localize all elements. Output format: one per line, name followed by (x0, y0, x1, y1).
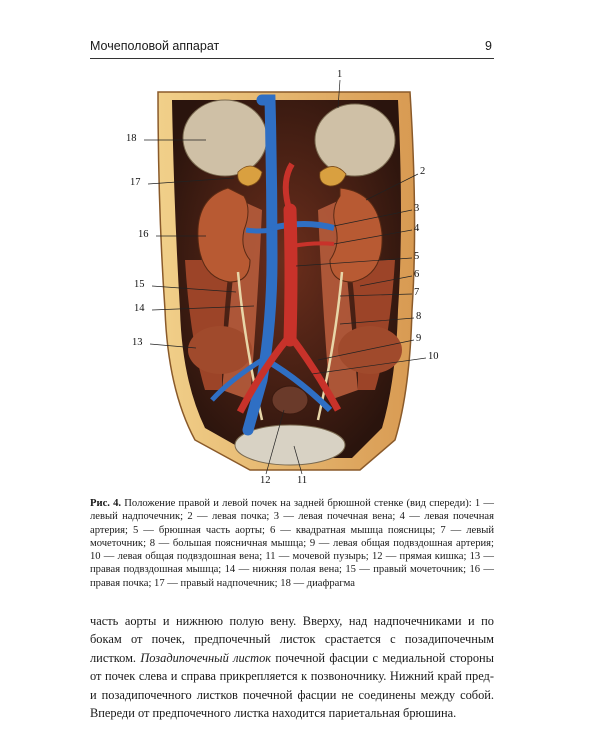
figure-caption-text: Положение правой и левой почек на задней брюшной стенке (вид спереди): 1 — левый надпочечник; 2 — левая почка; 3 — левая почечная вена; 4 — левая почечная артерия; 5 — брюшная часть аорты; 6 — квадратная мышца поясницы; 7 — левый мочеточник; 8 — большая поясничная мышца; 9 — левая общая подвздошная артерия; 10 — левая общая подвздошная вена; 11 — мочевой пузырь; 12 — прямая кишка; 13 — правая подвздошная мышца; 14 — нижняя полая вена; 15 — правый мочеточник; 16 — правая почка; 17 — правый надпочечник; 18 — диафрагма (90, 498, 494, 589)
callout-17: 17 (130, 177, 141, 188)
callout-3: 3 (414, 203, 420, 214)
kidney-illustration (0, 60, 600, 490)
right-diaphragm (183, 100, 267, 176)
right-iliacus (188, 326, 252, 374)
anatomical-figure (0, 60, 600, 490)
callout-6: 6 (414, 269, 420, 280)
callout-10: 10 (428, 351, 439, 362)
body-text-part2: почечной фасции с медиальной стороны от почек слева и справа прикрепляется к позвоночнику. Нижний край пред- и позадипочечного листков почечной фасции не соединены между собой. Впереди от предпочечного листка находится париетальная брюшина. (90, 650, 494, 721)
left-iliacus (338, 326, 402, 374)
page-number: 9 (485, 39, 492, 53)
callout-14: 14 (134, 303, 145, 314)
callout-16: 16 (138, 229, 149, 240)
body-text-part1: часть аорты и нижнюю полую вену. Вверху, над надпочечниками и по бокам от почек, предпочечный листок срастается с позадипочечным листком. (90, 614, 494, 665)
running-head (90, 38, 494, 59)
rectum (272, 386, 308, 414)
left-diaphragm (315, 104, 395, 176)
body-paragraph (90, 612, 494, 722)
callout-1: 1 (337, 69, 343, 80)
right-renal-vein (246, 230, 272, 231)
callout-11: 11 (297, 475, 308, 486)
callout-12: 12 (260, 475, 271, 486)
section-title: Мочеполовой аппарат (90, 39, 220, 53)
callout-2: 2 (420, 166, 426, 177)
callout-5: 5 (414, 251, 420, 262)
callout-4: 4 (414, 223, 420, 234)
body-text-italic: Позадипочечный листок (140, 650, 272, 665)
figure-caption (90, 497, 494, 590)
callout-9: 9 (416, 333, 422, 344)
callout-13: 13 (132, 337, 143, 348)
callout-8: 8 (416, 311, 422, 322)
abdominal-aorta (290, 210, 291, 340)
figure-label: Рис. 4. (90, 498, 122, 509)
callout-7: 7 (414, 287, 420, 298)
callout-15: 15 (134, 279, 145, 290)
callout-18: 18 (126, 133, 137, 144)
